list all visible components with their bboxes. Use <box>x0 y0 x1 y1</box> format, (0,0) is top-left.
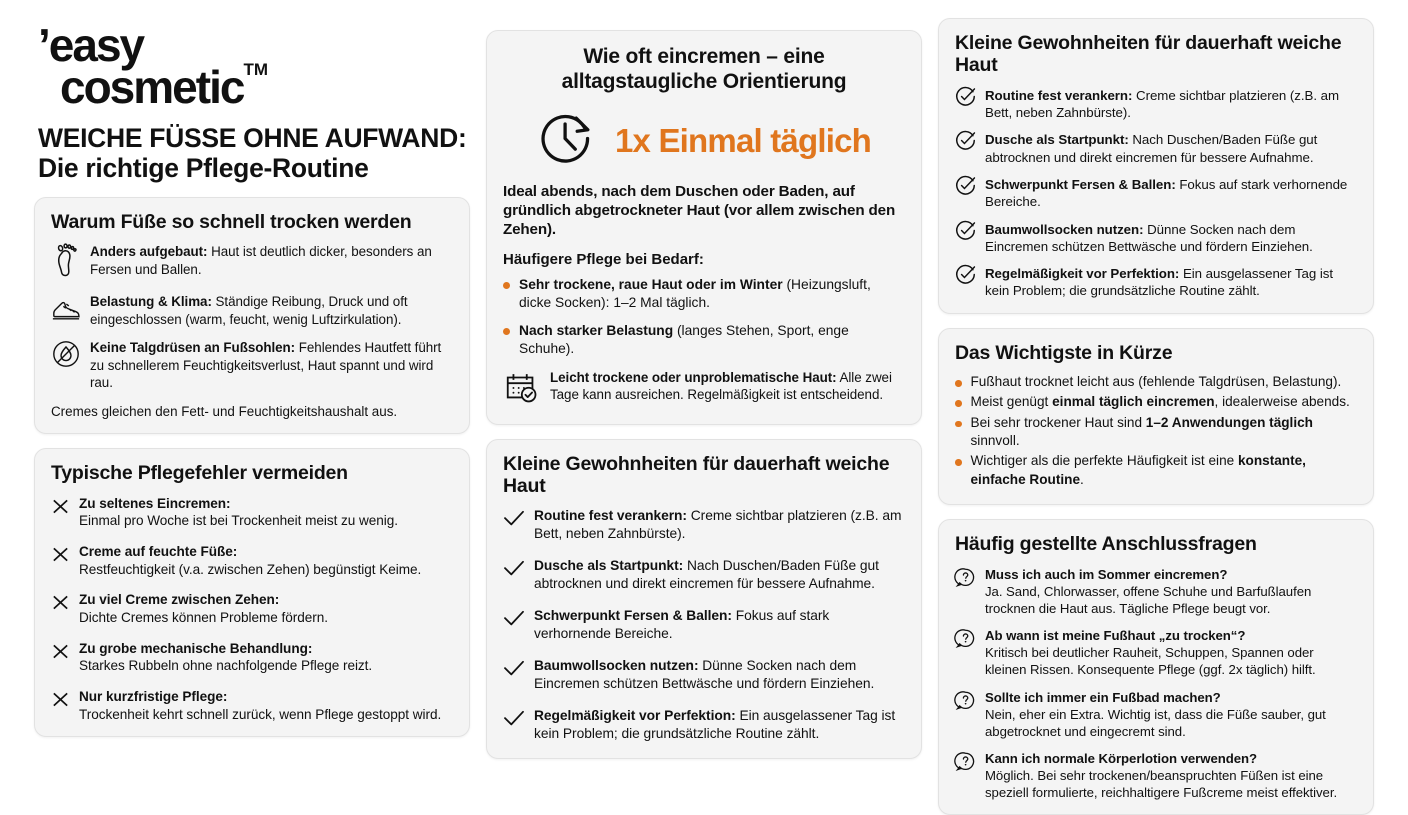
list-item-label: Nach starker Belastung <box>519 322 674 338</box>
list-item <box>955 688 1357 740</box>
card-title-line-2: alltagstaugliche Orientierung <box>561 70 847 94</box>
faq-question: Kann ich normale Körperlotion verwenden? <box>985 750 1258 766</box>
list-item-text <box>90 242 453 277</box>
list-item-body: Dichte Cremes können Probleme fördern. <box>79 610 328 626</box>
circle-check-icon <box>955 130 976 156</box>
calendar-check-icon <box>503 368 541 411</box>
list-item-text <box>519 322 905 358</box>
list-item-body: Fokus auf stark verhornende Bereiche. <box>534 608 830 642</box>
list-item <box>955 86 1357 122</box>
card-title: Warum Füße so schnell trocken werden <box>51 211 412 234</box>
list-item <box>955 626 1357 678</box>
list-item-text <box>90 338 453 390</box>
list-item-text <box>985 175 1357 211</box>
list-item-label: Routine fest verankern: <box>985 87 1133 103</box>
card-title: Kleine Gewohnheiten für dauerhaft weiche Haut <box>503 452 890 498</box>
card-title: Typische Pflegefehler vermeiden <box>51 462 348 485</box>
card-title <box>503 44 905 94</box>
check-icon <box>503 560 525 583</box>
list-item-body: Fußhaut trocknet leicht aus (fehlende Talgdrüsen, Belastung). <box>970 374 1342 390</box>
why-items-list <box>51 242 453 400</box>
list-item-body: Einmal pro Woche ist bei Trockenheit meist zu wenig. <box>79 513 399 529</box>
list-item <box>51 292 453 328</box>
list-item <box>51 242 453 282</box>
list-item-label: 1–2 Anwendungen täglich <box>1145 414 1313 430</box>
list-item-text <box>79 542 421 578</box>
bullet-dot-icon <box>955 400 962 407</box>
list-item-label: Schwerpunkt Fersen & Ballen: <box>985 176 1176 192</box>
question-bubble-icon <box>955 751 976 777</box>
list-item <box>51 494 453 530</box>
x-icon <box>51 690 70 714</box>
list-item-label: Sehr trockene, raue Haut oder im Winter <box>519 276 783 292</box>
list-item <box>955 452 1357 489</box>
question-bubble-icon <box>955 628 976 654</box>
bullet-dot-icon <box>955 459 962 466</box>
list-item-label: Belastung & Klima: <box>90 294 212 310</box>
list-item <box>955 130 1357 166</box>
list-item-body: Meist genügt <box>970 394 1053 410</box>
list-item-text <box>79 639 372 675</box>
question-bubble-icon <box>955 690 976 716</box>
page-title <box>34 109 470 183</box>
list-item-text <box>534 706 905 743</box>
brand-line-1: ’easy <box>38 19 144 71</box>
list-item <box>955 749 1357 801</box>
x-icon <box>51 642 70 666</box>
card-title: Häufig gestellte Anschlussfragen <box>955 533 1257 556</box>
page-title-line-1: WEICHE FÜSSE OHNE AUFWAND: <box>38 122 467 153</box>
list-item-label: Leicht trockene oder unproblematische Haut: <box>550 369 837 385</box>
list-item-body: Starkes Rubbeln ohne nachfolgende Pflege reizt. <box>79 658 373 674</box>
faq-answer: Nein, eher ein Extra. Wichtig ist, dass die Füße sauber, gut abgetrocknet und eingecremt sind. <box>985 706 1326 739</box>
frequency-hero <box>503 100 905 183</box>
card-title: Das Wichtigste in Kürze <box>955 341 1173 364</box>
list-item <box>503 656 905 693</box>
list-item-text <box>534 606 905 643</box>
list-item <box>51 542 453 578</box>
list-item-body: Nach Duschen/Baden Füße gut abtrocknen und direkt eincremen für bessere Aufnahme. <box>985 132 1318 165</box>
list-item-body: Ständige Reibung, Druck und oft eingeschlossen (warm, feucht, wenig Luftzirkulation). <box>90 294 408 327</box>
list-item-text <box>971 414 1358 451</box>
list-item-text <box>534 556 905 593</box>
list-item-text <box>985 626 1357 678</box>
list-item <box>503 322 905 358</box>
list-item-body: Wichtiger als die perfekte Häufigkeit ist eine <box>970 453 1238 469</box>
list-item-label: konstante, einfache Routine <box>970 453 1306 487</box>
circle-check-icon <box>955 175 976 201</box>
list-item <box>503 556 905 593</box>
bullet-dot-icon <box>503 328 510 335</box>
list-item-label: Routine fest verankern: <box>534 508 687 524</box>
list-item-label: Regelmäßigkeit vor Perfektion: <box>534 707 736 723</box>
list-item-label: einmal täglich eincremen <box>1052 394 1215 410</box>
list-item-text <box>985 565 1357 617</box>
check-icon <box>503 610 525 633</box>
list-item <box>955 373 1357 391</box>
list-item-body: Trockenheit kehrt schnell zurück, wenn Pflege gestoppt wird. <box>79 706 442 722</box>
faq-answer: Möglich. Bei sehr trockenen/beanspruchten Füßen ist eine speziell formulierte, reichhaltigere Fußcreme meist effektiver. <box>985 768 1338 801</box>
list-item <box>503 706 905 743</box>
list-item-label: Nur kurzfristige Pflege: <box>79 689 228 705</box>
center-column <box>478 14 930 815</box>
list-item-text <box>90 292 453 327</box>
list-item-label: Dusche als Startpunkt: <box>985 132 1129 148</box>
frequency-subtitle: Häufigere Pflege bei Bedarf: <box>503 250 704 268</box>
faq-list <box>955 565 1357 802</box>
list-item <box>955 414 1357 451</box>
list-item-body: Nach Duschen/Baden Füße gut abtrocknen und direkt eincremen für bessere Aufnahme. <box>534 558 879 592</box>
brand-line-2: cosmetic™ <box>60 59 268 114</box>
list-item-body: Restfeuchtigkeit (v.a. zwischen Zehen) begünstigt Keime. <box>79 561 422 577</box>
footprint-icon <box>51 243 81 282</box>
list-item-body: Creme sichtbar platzieren (z.B. am Bett, neben Zahnbürste). <box>985 87 1340 121</box>
list-item-label: Zu grobe mechanische Behandlung: <box>79 640 313 656</box>
list-item <box>51 590 453 626</box>
list-item-body: Alle zwei Tage kann ausreichen. Regelmäßigkeit ist entscheidend. <box>550 369 892 402</box>
list-item-label: Schwerpunkt Fersen & Ballen: <box>534 608 732 624</box>
list-item <box>955 264 1357 300</box>
trademark-symbol: TM <box>243 59 268 79</box>
list-item-text <box>985 220 1357 256</box>
faq-question: Muss ich auch im Sommer eincremen? <box>985 566 1228 582</box>
list-item-text <box>79 687 441 723</box>
list-item <box>955 393 1357 411</box>
list-item <box>51 338 453 390</box>
faq-card <box>938 519 1374 815</box>
list-item-body: (langes Stehen, Sport, enge Schuhe). <box>519 322 849 356</box>
list-item-body: (Heizungsluft, dicke Socken): 1–2 Mal täglich. <box>519 276 871 310</box>
x-icon <box>51 545 70 569</box>
list-item <box>503 606 905 643</box>
why-footnote: Cremes gleichen den Fett- und Feuchtigkeitshaushalt aus. <box>51 403 398 419</box>
list-item-label: Dusche als Startpunkt: <box>534 558 684 574</box>
list-item-body: Dünne Socken nach dem Eincremen schützen Bettwäsche und fördern Einziehen. <box>985 221 1313 254</box>
faq-answer: Ja. Sand, Chlorwasser, offene Schuhe und Barfußlaufen trocknen die Haut aus. Tägliche Pflege beugt vor. <box>985 583 1312 616</box>
list-item-text <box>985 130 1357 166</box>
mistakes-card <box>34 448 470 737</box>
list-item <box>51 687 453 723</box>
check-icon <box>503 710 525 733</box>
page-title-line-2: Die richtige Pflege-Routine <box>38 152 369 183</box>
why-feet-dry-card <box>34 197 470 434</box>
list-item <box>51 639 453 675</box>
x-icon <box>51 593 70 617</box>
list-item-label: Baumwollsocken nutzen: <box>534 657 699 673</box>
clock-refresh-icon <box>537 108 599 173</box>
list-item-label: Regelmäßigkeit vor Perfektion: <box>985 266 1180 282</box>
list-item-text <box>79 590 328 626</box>
list-item-text <box>985 749 1357 801</box>
brand-logo <box>34 14 470 114</box>
no-droplet-icon <box>51 339 81 374</box>
frequency-hero-text: 1x Einmal täglich <box>615 121 871 159</box>
list-item-body: Fehlendes Hautfett führt zu schnellerem Feuchtigkeitsverlust, Haut spannt und wird rau. <box>90 340 442 390</box>
circle-check-icon <box>955 264 976 290</box>
list-item-label: Anders aufgebaut: <box>90 244 208 260</box>
mistakes-list <box>51 494 453 724</box>
list-item <box>503 276 905 312</box>
list-item-body: Creme sichtbar platzieren (z.B. am Bett, neben Zahnbürste). <box>534 508 902 542</box>
list-item-suffix: , idealerweise abends. <box>1214 394 1350 410</box>
list-item-text <box>985 86 1357 122</box>
x-icon <box>51 497 70 521</box>
faq-question: Sollte ich immer ein Fußbad machen? <box>985 689 1221 705</box>
list-item-body: Dünne Socken nach dem Eincremen schützen Bettwäsche und fördern Einziehen. <box>534 657 875 691</box>
list-item <box>955 220 1357 256</box>
bullet-dot-icon <box>955 421 962 428</box>
habits-top-list <box>955 86 1357 300</box>
faq-question: Ab wann ist meine Fußhaut „zu trocken“? <box>985 628 1246 644</box>
bullet-dot-icon <box>503 282 510 289</box>
list-item-text <box>985 688 1357 740</box>
list-item-text <box>534 506 905 543</box>
list-item-text <box>79 494 398 530</box>
list-item-body: Ein ausgelassener Tag ist kein Problem; die grundsätzliche Routine zählt. <box>985 266 1333 299</box>
question-bubble-icon <box>955 567 976 593</box>
check-icon <box>503 660 525 683</box>
list-item-text <box>971 393 1350 411</box>
list-item-label: Zu seltenes Eincremen: <box>79 495 231 511</box>
list-item-body: Bei sehr trockener Haut sind <box>970 414 1146 430</box>
habits-card-bottom <box>486 439 922 759</box>
bullet-dot-icon <box>955 380 962 387</box>
list-item-body: Haut ist deutlich dicker, besonders an Fersen und Ballen. <box>90 244 432 277</box>
list-item-label: Zu viel Creme zwischen Zehen: <box>79 592 280 608</box>
list-item-suffix: . <box>1080 471 1084 487</box>
list-item-body: Ein ausgelassener Tag ist kein Problem; die grundsätzliche Routine zählt. <box>534 707 896 741</box>
list-item-text <box>985 264 1357 300</box>
list-item-suffix: sinnvoll. <box>970 433 1020 449</box>
list-item <box>503 368 905 411</box>
list-item <box>955 565 1357 617</box>
card-title: Kleine Gewohnheiten für dauerhaft weiche Haut <box>955 32 1342 77</box>
list-item-body: Fokus auf stark verhornende Bereiche. <box>985 176 1348 210</box>
frequency-card <box>486 30 922 425</box>
key-points-card <box>938 328 1374 505</box>
faq-answer: Kritisch bei deutlicher Rauheit, Schuppen, Spannen oder kleinen Rissen. Konsequente Pflege (ggf. 2x täglich) hilft. <box>985 645 1316 678</box>
list-item-text <box>519 276 905 312</box>
list-item-text <box>971 452 1358 489</box>
right-column <box>930 14 1382 815</box>
list-item-label: Keine Talgdrüsen an Fußsohlen: <box>90 340 296 356</box>
list-item-text <box>971 373 1342 391</box>
frequency-lead-text: Ideal abends, nach dem Duschen oder Baden, auf gründlich abgetrockneter Haut (vor allem zwischen den Zehen). <box>503 183 896 239</box>
list-item-text <box>534 656 905 693</box>
shoe-icon <box>51 293 81 328</box>
list-item-label: Creme auf feuchte Füße: <box>79 544 238 560</box>
list-item <box>955 175 1357 211</box>
check-icon <box>503 510 525 533</box>
list-item <box>503 506 905 543</box>
left-column <box>26 14 478 815</box>
habits-card-top <box>938 18 1374 314</box>
circle-check-icon <box>955 86 976 112</box>
habits-list <box>503 506 905 744</box>
list-item-text <box>550 368 905 403</box>
list-item-label: Baumwollsocken nutzen: <box>985 221 1144 237</box>
card-title-line-1: Wie oft eincremen – eine <box>583 45 825 68</box>
circle-check-icon <box>955 220 976 246</box>
